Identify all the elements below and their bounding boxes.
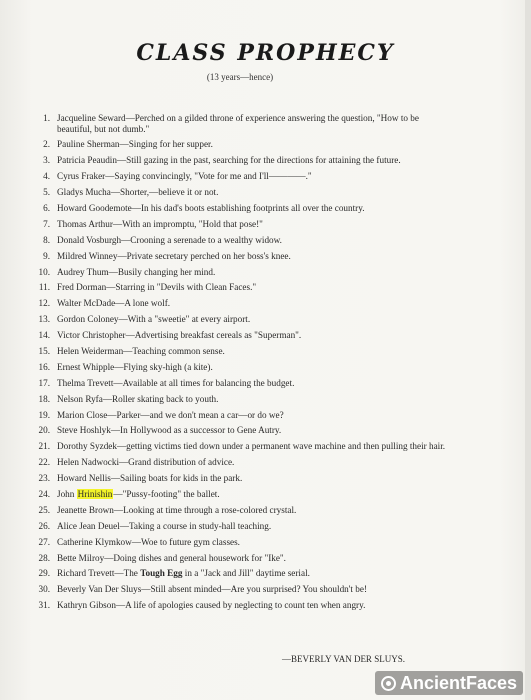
item-text: Gordon Coloney—With a "sweetie" at every airport. <box>57 314 251 325</box>
list-item <box>36 187 448 198</box>
item-number: 6. <box>43 202 50 213</box>
item-number: 2. <box>43 139 50 150</box>
item-text: Audrey Thum—Busily changing her mind. <box>57 266 216 277</box>
item-number: 25. <box>38 504 50 515</box>
item-text: Gladys Mucha—Shorter,—believe it or not. <box>57 187 219 198</box>
item-number: 12. <box>38 298 50 309</box>
list-item <box>36 251 448 262</box>
page-subtitle: (13 years—hence) <box>206 72 274 82</box>
item-number: 16. <box>38 361 50 372</box>
item-text: Victor Christopher—Advertising breakfast cereals as "Superman". <box>57 330 302 341</box>
item-text: Alice Jean Deuel—Taking a course in study-hall teaching. <box>57 520 272 531</box>
item-text: Bette Milroy—Doing dishes and general housework for "Ike". <box>57 552 286 563</box>
item-text: Steve Hoshlyk—In Hollywood as a successor to Gene Autry. <box>57 425 282 436</box>
list-item <box>36 113 448 134</box>
bold-text: Tough Egg <box>140 568 183 579</box>
list-item <box>36 441 448 452</box>
item-text: Donald Vosburgh—Crooning a serenade to a wealthy widow. <box>57 234 282 245</box>
page-edge <box>525 0 531 700</box>
list-item <box>36 457 448 468</box>
list-item <box>36 219 448 230</box>
author-signature: —BEVERLY VAN DER SLUYS. <box>282 654 405 664</box>
list-item <box>36 584 448 595</box>
watermark-text: AncientFaces <box>399 672 517 693</box>
item-text: Fred Dorman—Starring in "Devils with Clean Faces." <box>57 282 257 293</box>
item-number: 5. <box>43 187 50 198</box>
item-text: Pauline Sherman—Singing for her supper. <box>57 139 213 150</box>
item-number: 27. <box>38 536 50 547</box>
item-text: Beverly Van Der Sluys—Still absent minded—Are you surprised? You shouldn't be! <box>57 584 368 595</box>
item-text: Thomas Arthur—With an impromptu, "Hold that pose!" <box>57 218 263 229</box>
list-item <box>36 473 448 484</box>
item-text: Thelma Trevett—Available at all times for balancing the budget. <box>57 377 295 388</box>
list-item <box>36 568 448 579</box>
item-number: 24. <box>38 488 50 499</box>
list-item <box>36 505 448 516</box>
item-text: Helen Weiderman—Teaching common sense. <box>57 345 225 356</box>
item-text: Howard Goodemote—In his dad's boots establishing footprints all over the country. <box>57 202 365 213</box>
list-item <box>36 410 448 421</box>
item-number: 3. <box>43 155 50 166</box>
item-text: Dorothy Syzdek—getting victims tied down under a permanent wave machine and then pulling their hair. <box>57 441 446 452</box>
item-number: 10. <box>38 266 50 277</box>
item-number: 14. <box>38 330 50 341</box>
item-number: 19. <box>38 409 50 420</box>
item-text: Ernest Whipple—Flying sky-high (a kite). <box>57 361 213 372</box>
list-item <box>36 600 448 611</box>
item-number: 22. <box>38 457 50 468</box>
item-number: 29. <box>38 568 50 579</box>
highlighted-name: Hrinishin <box>77 488 113 499</box>
item-text: Catherine Klymkow—Woe to future gym classes. <box>57 536 240 547</box>
list-item <box>36 330 448 341</box>
item-number: 20. <box>38 425 50 436</box>
item-text: Patricia Peaudin—Still gazing in the past, searching for the directions for attaining the future. <box>57 155 401 166</box>
watermark <box>375 671 523 695</box>
list-item <box>36 171 448 182</box>
item-text: Jacqueline Seward—Perched on a gilded throne of experience answering the question, "How to be beautiful, but not dumb." <box>57 113 419 134</box>
item-text-before: Richard Trevett—The <box>57 568 141 579</box>
item-text: Walter McDade—A lone wolf. <box>57 298 171 309</box>
item-text: Helen Nadwocki—Grand distribution of advice. <box>57 457 235 468</box>
item-number: 7. <box>43 218 50 229</box>
list-item <box>36 139 448 150</box>
item-number: 17. <box>38 377 50 388</box>
list-item <box>36 267 448 278</box>
list-item <box>36 235 448 246</box>
list-item <box>36 346 448 357</box>
item-text-after: —"Pussy-footing" the ballet. <box>113 488 220 499</box>
item-text: Jeanette Brown—Looking at time through a rose-colored crystal. <box>57 504 297 515</box>
item-text: Howard Nellis—Sailing boats for kids in the park. <box>57 473 243 484</box>
list-item <box>36 489 448 500</box>
item-number: 30. <box>38 584 50 595</box>
item-number: 18. <box>38 393 50 404</box>
item-text-before: John <box>57 488 77 499</box>
list-item <box>36 155 448 166</box>
list-item <box>36 203 448 214</box>
item-number: 15. <box>38 345 50 356</box>
list-item <box>36 521 448 532</box>
item-number: 28. <box>38 552 50 563</box>
item-text: Mildred Winney—Private secretary perched on her boss's knee. <box>57 250 291 261</box>
item-number: 13. <box>38 314 50 325</box>
item-number: 1. <box>43 113 50 123</box>
item-number: 26. <box>38 520 50 531</box>
ancientfaces-logo-icon <box>381 676 396 691</box>
list-item <box>36 553 448 564</box>
item-text: Nelson Ryfa—Roller skating back to youth. <box>57 393 219 404</box>
page-title: CLASS PROPHECY <box>136 40 395 66</box>
list-item <box>36 378 448 389</box>
list-item <box>36 314 448 325</box>
item-text: Cyrus Fraker—Saying convincingly, "Vote for me and I'll————." <box>57 171 312 182</box>
list-item <box>36 537 448 548</box>
item-number: 8. <box>43 234 50 245</box>
item-text: Marion Close—Parker—and we don't mean a car—or do we? <box>57 409 284 420</box>
item-number: 23. <box>38 473 50 484</box>
list-item <box>36 425 448 436</box>
prophecy-list <box>36 113 448 616</box>
item-number: 31. <box>38 600 50 611</box>
item-text-after: in a "Jack and Jill" daytime serial. <box>182 568 310 579</box>
item-number: 4. <box>43 171 50 182</box>
item-number: 21. <box>38 441 50 452</box>
list-item <box>36 298 448 309</box>
list-item <box>36 362 448 373</box>
list-item <box>36 282 448 293</box>
item-number: 9. <box>43 250 50 261</box>
item-number: 11. <box>38 282 50 293</box>
list-item <box>36 394 448 405</box>
item-text: Kathryn Gibson—A life of apologies caused by neglecting to count ten when angry. <box>57 600 366 611</box>
